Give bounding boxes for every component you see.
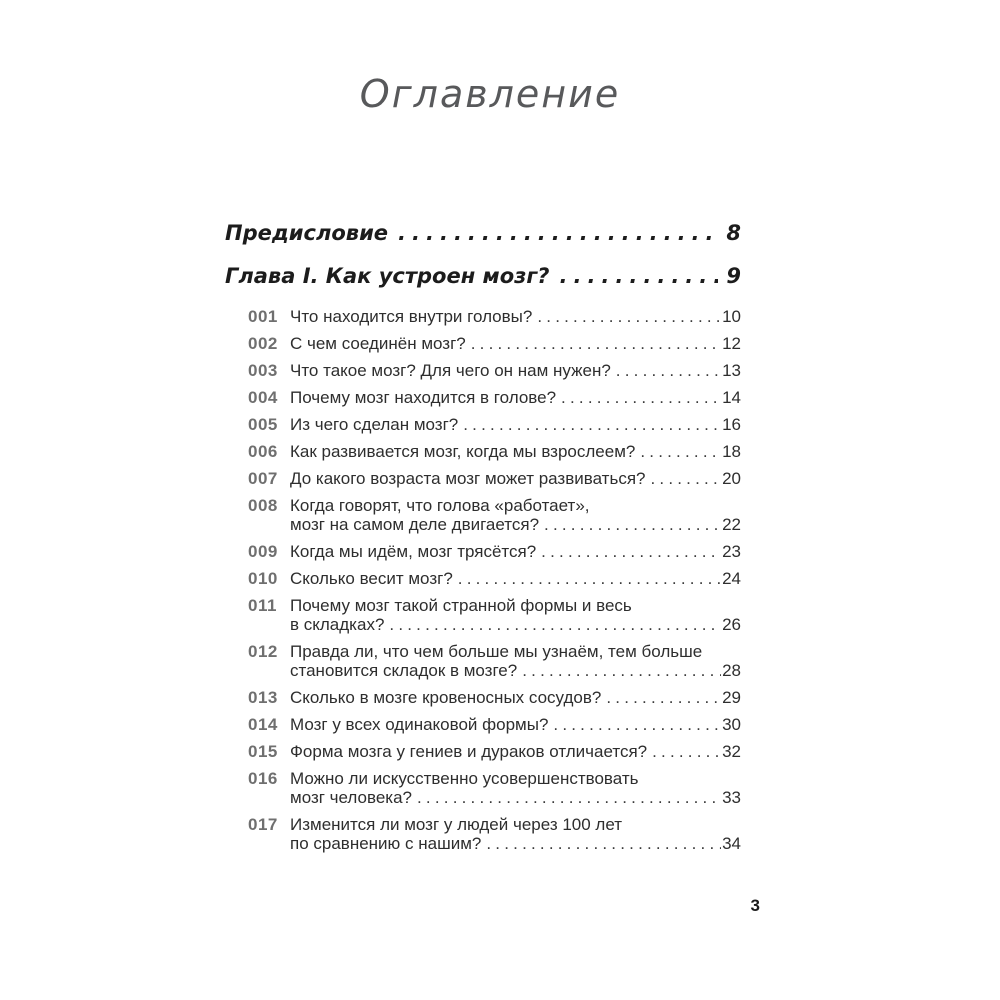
dot-leader	[544, 515, 721, 534]
chapter-label: Глава I. Как устроен мозг?	[225, 264, 550, 288]
entry-title: по сравнению с нашим?	[290, 834, 482, 853]
dot-leader	[522, 661, 721, 680]
entry-number: 001	[248, 307, 278, 326]
entry-page-number: 18	[722, 442, 741, 461]
entry-number: 016	[248, 769, 278, 788]
dot-leader	[652, 742, 721, 761]
entry-title: Что находится внутри головы?	[290, 307, 533, 326]
entry-number: 013	[248, 688, 278, 707]
toc-entry	[248, 469, 741, 488]
entry-last-line	[290, 715, 741, 734]
toc-preface-row	[225, 220, 741, 246]
entry-body	[290, 569, 741, 588]
entry-body	[290, 642, 741, 680]
toc-entry	[248, 715, 741, 734]
dot-leader	[640, 442, 721, 461]
entry-last-line	[290, 442, 741, 461]
entry-body	[290, 334, 741, 353]
entry-body	[290, 542, 741, 561]
entry-last-line	[290, 788, 741, 807]
entry-page-number: 30	[722, 715, 741, 734]
entry-last-line	[290, 415, 741, 434]
entry-page-number: 24	[722, 569, 741, 588]
entry-body	[290, 715, 741, 734]
toc-entry	[248, 569, 741, 588]
toc-entry	[248, 815, 741, 853]
entry-body	[290, 415, 741, 434]
dot-leader	[616, 361, 721, 380]
entry-body	[290, 361, 741, 380]
entry-line: Изменится ли мозг у людей через 100 лет	[290, 815, 623, 834]
entry-body	[290, 442, 741, 461]
toc-entry	[248, 769, 741, 807]
entry-last-line	[290, 334, 741, 353]
entry-number: 008	[248, 496, 278, 515]
entry-title: мозг человека?	[290, 788, 412, 807]
entry-page-number: 20	[722, 469, 741, 488]
toc-entry	[248, 596, 741, 634]
entry-page-number: 26	[722, 615, 741, 634]
entry-body	[290, 469, 741, 488]
preface-label: Предисловие	[225, 221, 389, 245]
entry-last-line	[290, 469, 741, 488]
entry-title: Когда мы идём, мозг трясётся?	[290, 542, 537, 561]
page-number: 3	[750, 896, 760, 915]
entry-last-line	[290, 615, 741, 634]
entry-body	[290, 815, 741, 853]
toc-chapter-row	[225, 263, 741, 289]
toc-entry	[248, 496, 741, 534]
entry-page-number: 16	[722, 415, 741, 434]
entry-page-number: 13	[722, 361, 741, 380]
entry-page-number: 29	[722, 688, 741, 707]
table-of-contents	[225, 220, 741, 861]
entry-line: Почему мозг такой странной формы и весь	[290, 596, 632, 615]
dot-leader	[606, 688, 721, 707]
toc-entry	[248, 442, 741, 461]
toc-entry	[248, 742, 741, 761]
entry-title: мозг на самом деле двигается?	[290, 515, 540, 534]
entry-last-line	[290, 661, 741, 680]
dot-leader	[398, 220, 718, 246]
entry-page-number: 23	[722, 542, 741, 561]
entry-last-line	[290, 742, 741, 761]
dot-leader	[537, 307, 721, 326]
entry-line: Когда говорят, что голова «работает»,	[290, 496, 590, 515]
entry-title: Как развивается мозг, когда мы взрослеем?	[290, 442, 636, 461]
entry-last-line	[290, 515, 741, 534]
entry-last-line	[290, 388, 741, 407]
toc-entry	[248, 388, 741, 407]
entry-body	[290, 307, 741, 326]
entry-number: 009	[248, 542, 278, 561]
entry-number: 004	[248, 388, 278, 407]
entry-number: 011	[248, 596, 277, 615]
dot-leader	[486, 834, 721, 853]
toc-entries	[225, 307, 741, 853]
entry-page-number: 14	[722, 388, 741, 407]
entry-title: становится складок в мозге?	[290, 661, 518, 680]
entry-title: Что такое мозг? Для чего он нам нужен?	[290, 361, 611, 380]
entry-body	[290, 742, 741, 761]
entry-title: Мозг у всех одинаковой формы?	[290, 715, 549, 734]
toc-entry	[248, 307, 741, 326]
entry-number: 003	[248, 361, 278, 380]
entry-title: Форма мозга у гениев и дураков отличается?	[290, 742, 648, 761]
entry-number: 010	[248, 569, 278, 588]
entry-page-number: 10	[722, 307, 741, 326]
page-title: Оглавление	[359, 72, 621, 116]
dot-leader	[650, 469, 721, 488]
chapter-page-number: 9	[726, 264, 741, 288]
entry-number: 005	[248, 415, 278, 434]
dot-leader	[458, 569, 721, 588]
entry-body	[290, 688, 741, 707]
entry-number: 012	[248, 642, 278, 661]
dot-leader	[561, 388, 721, 407]
entry-body	[290, 496, 741, 534]
entry-number: 007	[248, 469, 278, 488]
entry-title: До какого возраста мозг может развиваться?	[290, 469, 646, 488]
entry-line: Правда ли, что чем больше мы узнаём, тем больше	[290, 642, 703, 661]
entry-page-number: 33	[722, 788, 741, 807]
entry-last-line	[290, 361, 741, 380]
dot-leader	[463, 415, 721, 434]
entry-title: Сколько весит мозг?	[290, 569, 453, 588]
entry-last-line	[290, 688, 741, 707]
entry-title: в складках?	[290, 615, 385, 634]
entry-body	[290, 769, 741, 807]
entry-last-line	[290, 569, 741, 588]
entry-number: 006	[248, 442, 278, 461]
entry-last-line	[290, 834, 741, 853]
dot-leader	[541, 542, 721, 561]
entry-last-line	[290, 542, 741, 561]
entry-number: 002	[248, 334, 278, 353]
toc-entry	[248, 415, 741, 434]
entry-title: Сколько в мозге кровеносных сосудов?	[290, 688, 602, 707]
dot-leader	[389, 615, 721, 634]
dot-leader	[560, 263, 719, 289]
entry-last-line	[290, 307, 741, 326]
toc-entry	[248, 542, 741, 561]
entry-number: 014	[248, 715, 278, 734]
entry-line: Можно ли искусственно усовершенствовать	[290, 769, 639, 788]
dot-leader	[471, 334, 721, 353]
dot-leader	[417, 788, 721, 807]
entry-body	[290, 596, 741, 634]
entry-number: 017	[248, 815, 278, 834]
dot-leader	[553, 715, 721, 734]
entry-body	[290, 388, 741, 407]
entry-page-number: 28	[722, 661, 741, 680]
toc-entry	[248, 334, 741, 353]
toc-entry	[248, 688, 741, 707]
entry-title: Из чего сделан мозг?	[290, 415, 459, 434]
entry-page-number: 12	[722, 334, 741, 353]
entry-title: Почему мозг находится в голове?	[290, 388, 557, 407]
entry-page-number: 32	[722, 742, 741, 761]
toc-entry	[248, 642, 741, 680]
toc-entry	[248, 361, 741, 380]
entry-page-number: 34	[722, 834, 741, 853]
entry-title: С чем соединён мозг?	[290, 334, 466, 353]
entry-number: 015	[248, 742, 278, 761]
preface-page-number: 8	[726, 221, 741, 245]
entry-page-number: 22	[722, 515, 741, 534]
